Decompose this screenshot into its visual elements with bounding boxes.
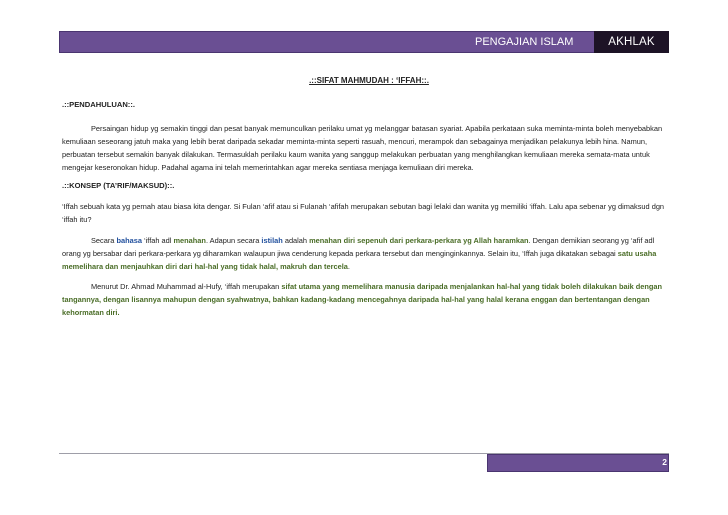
section-heading-pendahuluan: .::PENDAHULUAN::. [62,100,135,109]
paragraph-pendahuluan: Persaingan hidup yg semakin tinggi dan pesat banyak memunculkan perilaku umat yg melanggar batasan syariat. Apabila perkataan suka meminta-minta boleh menyebabkan kemuliaan seseorang jatuh maka yang lebih berat daripada sekadar meminta-minta seperti rasuah, mencuri, merampok dan sebagainya menjadikan pelakunya lebih hina. Namun, perbuatan tersebut semakin banyak dilakukan. Termasuklah perilaku kaum wanita yang sanggup melakukan perbuatan yang menghilangkan kemuliaan mereka semata-mata untuk mengejar keseronokan hidup. Padahal agama ini telah memerintahkan agar mereka sentiasa menjaga kemuliaan diri mereka. [62,124,663,172]
term-istilah: istilah [261,236,283,245]
paragraph-quote [62,280,667,319]
definition-istilah: menahan diri sepenuh dari perkara-perkara yg Allah haramkan [309,236,529,245]
section-heading-konsep: .::KONSEP (TA’RIF/MAKSUD)::. [62,181,175,190]
text-run: . Adapun secara [205,236,262,245]
footer-bar [487,454,669,472]
text-run: adalah [282,236,310,245]
text-run: . [347,262,350,271]
text-run: Secara [91,236,117,245]
text-run: . Dengan demikian seorang yg ‘afif adl orang yg bersabar dari perkara-perkara yg diharamkan walaupun jiwa cenderung kepada perkara tersebut dan menginginkannya. Selain itu, ‘Iffah juga dikatakan sebagai [62,236,655,258]
quote-definition: sifat utama yang memelihara manusia daripada menjalankan hal-hal yang tidak boleh dilakukan baik dengan tangannya, dengan lisannya mahupun dengan syahwatnya, bahkan kadang-kadang mencegahnya daripada hal-hal yang halal kerana enggan dan bertentangan dengan kehormatan diri. [62,282,663,317]
term-bahasa: bahasa [116,236,142,245]
paragraph-konsep: ‘Iffah sebuah kata yg pernah atau biasa kita dengar. Si Fulan ‘afif atau si Fulanah ‘afifah merupakan sebutan bagi lelaki dan wanita yg memiliki ‘iffah. Lalu apa sebenar yg dimaksud dgn ‘iffah itu? [62,202,665,224]
page-number: 2 [662,457,667,467]
text-run: ‘iffah adl [141,236,174,245]
text-run: Menurut Dr. Ahmad Muhammad al-Hufy, ‘iffah merupakan [91,282,282,291]
page-title: .::SIFAT MAHMUDAH : ‘IFFAH::. [309,76,429,85]
paragraph-definition [62,234,667,273]
header-section-label: PENGAJIAN ISLAM [475,36,574,48]
header-tag: AKHLAK [594,31,669,53]
definition-alt: satu usaha memelihara dan menjauhkan diri dari hal-hal yang tidak halal, makruh dan tercela [62,249,657,271]
term-menahan: menahan [173,236,206,245]
